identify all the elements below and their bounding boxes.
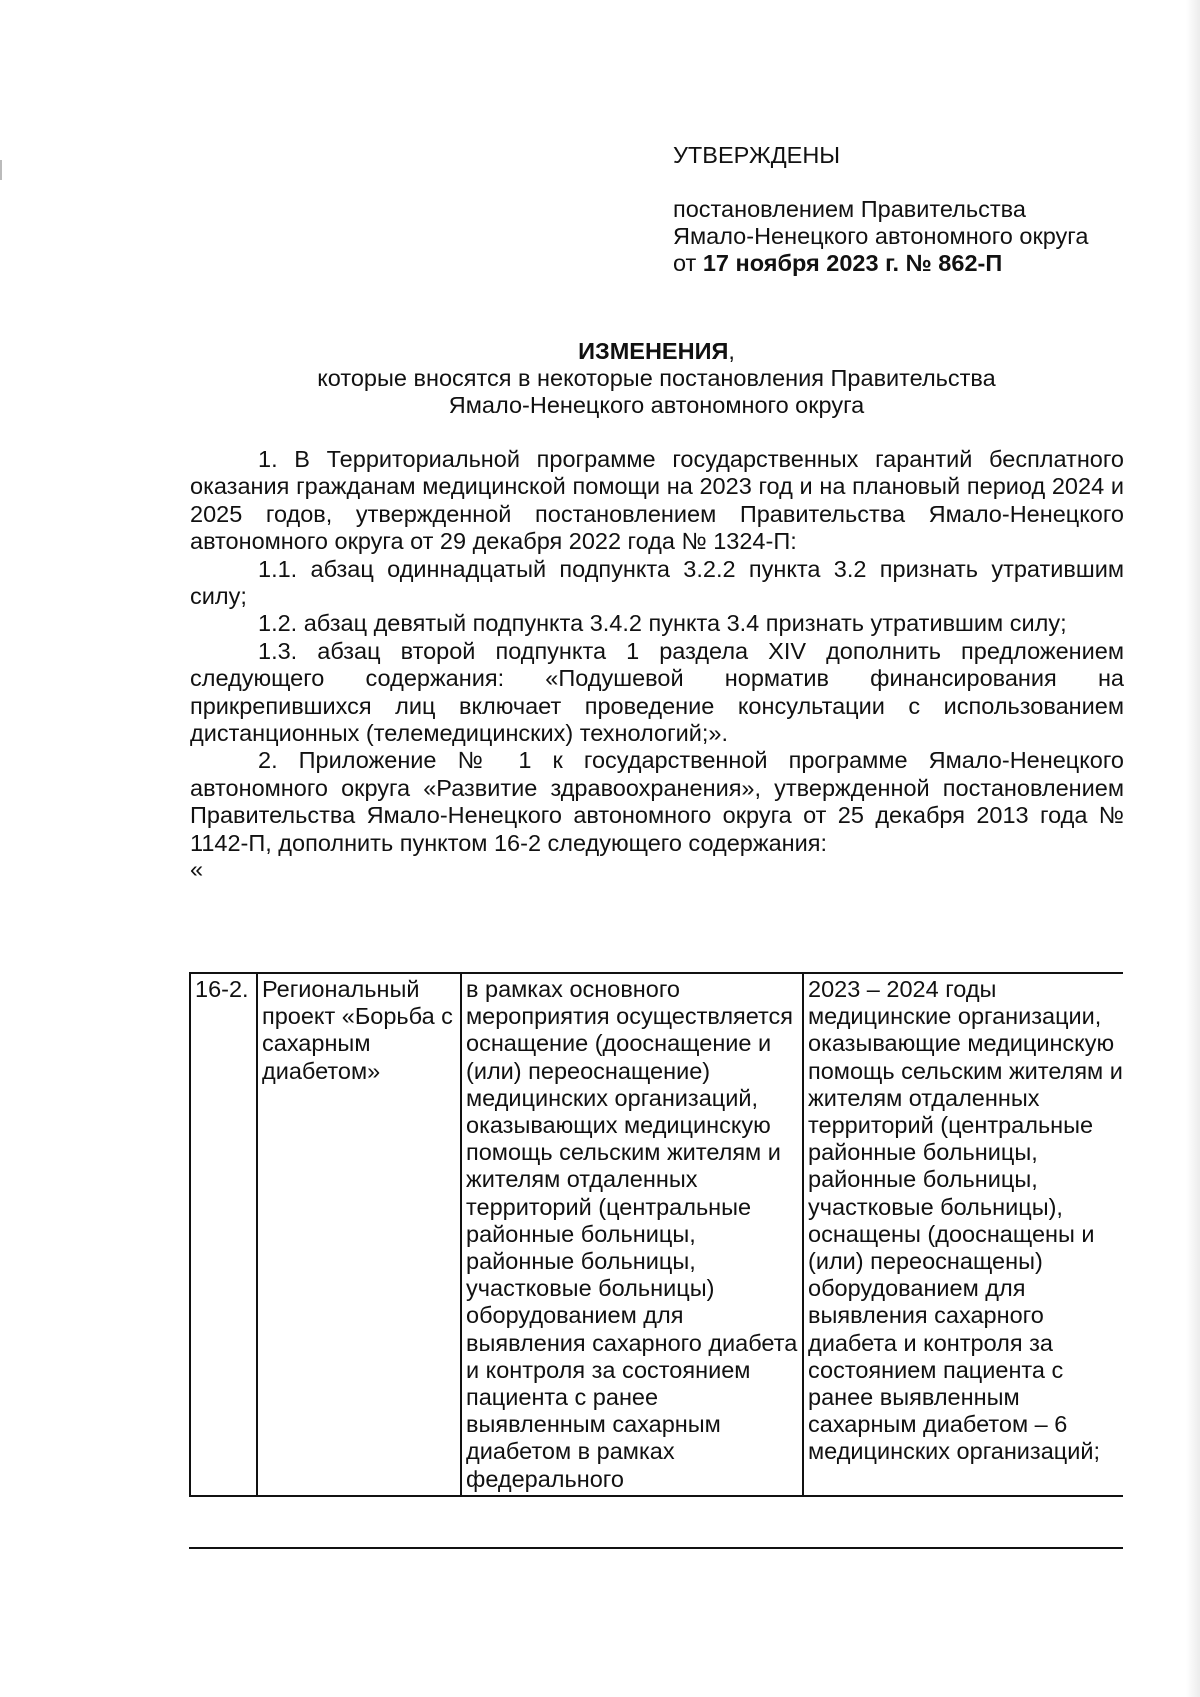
- scan-edge-mark: [0, 160, 2, 180]
- document-subtitle-1: которые вносятся в некоторые постановления Правительства: [317, 365, 996, 391]
- document-title-suffix: ,: [728, 338, 735, 364]
- approval-date-line: [673, 250, 1088, 277]
- table-cell-project: Региональный проект «Борьба с сахарным диабетом»: [257, 973, 461, 1496]
- paragraph-1: 1. В Территориальной программе государственных гарантий бесплатного оказания гражданам медицинской помощи на 2023 год и на плановый период 2024 и 2025 годов, утвержденной постановлением Правительства Ямало-Ненецкого автономного округа от 29 декабря 2022 года № 1324-П:: [190, 446, 1124, 555]
- document-body: [190, 446, 1124, 881]
- amendment-table-wrapper: [189, 972, 1123, 1549]
- table-cell-number: 16-2.: [190, 973, 257, 1496]
- paragraph-1-3: 1.3. абзац второй подпункта 1 раздела XIV дополнить предложением следующего содержания: «Подушевой норматив финансирования на прикрепившихся лиц включает проведение консультации с использованием дистанционных (телемедицинских) технологий;».: [190, 637, 1124, 747]
- approval-heading: УТВЕРЖДЕНЫ: [673, 142, 841, 168]
- paragraph-1-2: 1.2. абзац девятый подпункта 3.4.2 пункта 3.4 признать утратившим силу;: [258, 610, 1067, 637]
- approval-line-2: Ямало-Ненецкого автономного округа: [673, 223, 1089, 249]
- document-title-block: [190, 338, 1123, 419]
- table-cell-description: в рамках основного мероприятия осуществляется оснащение (дооснащение и (или) переоснащение) медицинских организаций, оказывающих медицинскую помощь сельским жителям и жителям отдаленных территорий (центральные районные больницы, районные больницы, участковые больницы) оборудованием для выявления сахарного диабета и контроля за состоянием пациента с ранее выявленным сахарным диабетом в рамках федерального: [461, 973, 803, 1496]
- document-title: ИЗМЕНЕНИЯ: [578, 338, 729, 364]
- paragraph-2: 2. Приложение № 1 к государственной программе Ямало-Ненецкого автономного округа «Развитие здравоохранения», утвержденной постановлением Правительства Ямало-Ненецкого автономного округа от 25 декабря 2013 года № 1142-П, дополнить пунктом 16-2 следующего содержания:: [190, 747, 1124, 856]
- scan-edge-shadow: [1186, 0, 1200, 1697]
- approval-date-prefix: от: [673, 250, 697, 276]
- table-cell-result: 2023 – 2024 годы медицинские организации, оказывающие медицинскую помощь сельским жителям и жителям отдаленных территорий (центральные районные больницы, районные больницы, участковые больницы), оснащены (дооснащены и (или) переоснащены) оборудованием для выявления сахарного диабета и контроля за состоянием пациента с ранее выявленным сахарным диабетом – 6 медицинских организаций;: [803, 973, 1123, 1496]
- quote-open-mark: «: [190, 856, 204, 883]
- paragraph-1-1: 1.1. абзац одиннадцатый подпункта 3.2.2 пункта 3.2 признать утратившим силу;: [190, 555, 1124, 610]
- approval-block: [673, 142, 1088, 277]
- document-subtitle-2: Ямало-Ненецкого автономного округа: [448, 392, 865, 418]
- document-title-line: [190, 338, 1123, 365]
- amendment-table: [189, 972, 1123, 1497]
- approval-line-1: постановлением Правительства: [673, 196, 1026, 222]
- approval-date-value: 17 ноября 2023 г. № 862-П: [702, 250, 1003, 276]
- table-row: [190, 973, 1123, 1496]
